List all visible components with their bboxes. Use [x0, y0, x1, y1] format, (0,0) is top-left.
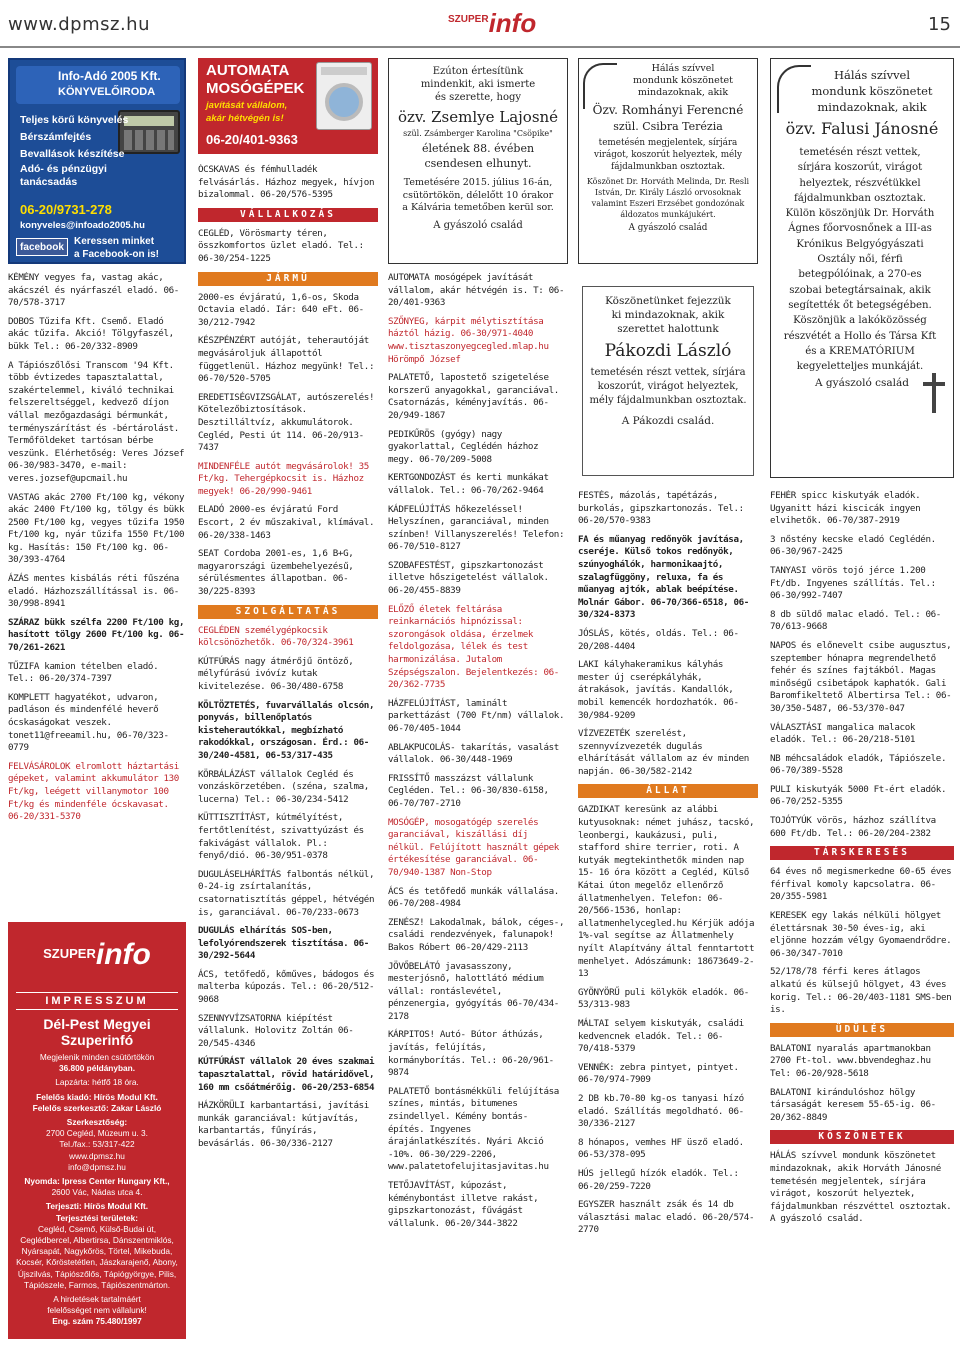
listing: 8 hónapos, vemhes HF üsző eladó. 06-53/378-095 [578, 1136, 744, 1161]
obituary-pakozdi: Köszönetünket fejezzük ki mindazoknak, akik szerettet halottunk Pákozdi László temetésén részt vettek, sírjára koszorút, virágot helyeztek, mély fájdalmunkban osztoztak. A Pákozdi család. [578, 272, 758, 480]
listing: EGYSZER használt zsák és 14 db választási malac eladó. 06-20/574-2770 [578, 1199, 755, 1236]
listing: KÚTFÚRÁST vállalok 20 éves szakmai tapasztalattal, rövid határidővel, 160 mm csőátmérőig. 06-20/253-6854 [198, 1056, 375, 1093]
section-header-szolgaltatas: SZOLGÁLTATÁS [198, 605, 378, 619]
service-item: Bérszámfejtés [20, 131, 92, 143]
listing: HÁLÁS szívvel mondunk köszönetet mindazoknak, akik Horváth Jánosné temetésén megjelentek, sírjára virágot, koszorút helyeztek, fájdalmunkban részvéttel osztoztak. A gyászoló család. [770, 1150, 952, 1225]
listing: KÖRBÁLÁZÁST vállalok Cegléd és vonzáskörzetében. (széna, szalma, lucerna) Tel.: 06-30/234-5412 [198, 768, 369, 805]
listing: PALATETŐ bontásmékküli felújítása színes, mintás, bitumenes zsindellyel. Kémény bontás- építés. Ingyenes árajánlatkészítés. Nyári Akció -10%. 06-30/229-2206, www.palatetofelujitasjavitas.hu [388, 1085, 559, 1173]
impresszum-name2: Szuperinfó [60, 1032, 134, 1048]
listing: KÁDFELÚJÍTÁS hőkezeléssel! Helyszínen, garanciával, minden színben! Villanyszerelés! Telefon: 06-70/510-8127 [388, 503, 565, 553]
classifieds-col2 [198, 164, 378, 1340]
page-number: 15 [928, 14, 951, 35]
listing: KERTGONDOZÁST és kerti munkákat vállalok. Tel.: 06-70/262-9464 [388, 472, 549, 496]
listing: ELADÓ 2000-es évjáratú Ford Escort, 2 év műszakival, klímával. 06-20/338-1463 [198, 504, 375, 541]
impresszum-details: Megjelenik minden csütörtökön 36.800 példányban. Lapzárta: hétfő 18 óra. Felelős kiadó: Hírös Modul Kft. Felelős szerkesztő: Zakar László Szerkesztőség: 2700 Cegléd, Múzeum u. 3. Tel./fax.: 53/317-422 www.dpmsz.hu info@dpmsz.hu Nyomda: Ipress Center Hungary Kft., 2600 Vác, Nádas utca 4. Terjeszti: Hírös Modul Kft. Terjesztési területek: Cegléd, Csemő, Külső-Budai út, Ceglédbercel, Albertirsa, Dánszentmiklós, Nyársapát, Nagykőrös, Törtel, Mikebuda, Kocsér, Kőröstetétlen, Jászkarajenő, Abony, Újszilvás, Tápiószőlős, Tápiógyörgye, Pilis, Tápiószele, Farmos, Tápiószentmárton. A hirdetések tartalmáért felelősséget nem vállalunk! Eng. szám 75.480/1997 [16, 1052, 178, 1327]
listing: ÁCS és tetőfedő munkák vállalása. 06-70/208-4984 [388, 885, 559, 910]
ad-infoado-fb2: a Facebook-on is! [74, 249, 160, 260]
section-header-koszonetek: KÖSZÖNETEK [770, 1130, 954, 1144]
ad-infoado[interactable] [8, 58, 186, 264]
obituary-falusi: Hálás szívvel mondunk köszönetet mindazoknak, akik özv. Falusi Jánosné temetésén részt vettek, sírjára koszorút, virágot helyeztek, részvétükkel fájdalmunkban osztoztak. Külön köszönjük Dr. Horváth Ágnes főorvosnőnek a III-as Krónikus Belgyógyászati Osztály női, férfi betegpólóinak, a 270-es szobai betegtársainak, akik segítették őt betegségében. Köszönjük a lakóközösség részvétét a Hollo és Társa Kft és a KREMATÓRIUM kegyeletteljes munkáját. A gyászoló család [770, 58, 954, 478]
ad-infoado-services [20, 112, 130, 189]
section-header-udules: ÜDÜLÉS [770, 1023, 954, 1037]
listing: 64 éves nő megismerkedne 60-65 éves férfival komoly kapcsolatra. 06-20/355-5981 [770, 866, 952, 903]
ad-automata-sub2: akár hétvégén is! [206, 113, 284, 124]
obituary-name: Pákozdi László [604, 341, 732, 361]
listing: CEGLÉDEN személygépkocsik kölcsönözhetők. 06-70/324-3961 [198, 624, 354, 649]
service-item: Adó- és pénzügyi tanácsadás [20, 163, 107, 188]
listing: GYÖNYÖRŰ puli kölykök eladók. 06-53/313-983 [578, 986, 749, 1011]
ad-infoado-phone[interactable]: 06-20/9731-278 [20, 202, 112, 217]
listing: KOMPLETT hagyatékot, udvaron, padláson és mindenfélé heverő ócskaságokat veszek. tonet11@freeamil.hu, 06-70/323-0779 [8, 691, 169, 754]
ad-infoado-email[interactable]: konyveles@infoado2005.hu [20, 220, 145, 231]
crucifix-icon [923, 373, 945, 413]
section-header-allat: ÁLLAT [578, 784, 758, 798]
site-url[interactable]: www.dpmsz.hu [8, 14, 150, 35]
listing: FA és műanyag redőnyök javítása, cseréje. Külső tokos redőnyök, szúnyoghálók, harmonikaajtó, szalagfüggöny, reluxa, fa és műanyag ajtók, ablak beépítése. Molnár Gábor. 06-70/366-6518, 06-30/324-8373 [578, 533, 749, 621]
classifieds-col1 [8, 272, 186, 912]
listing: SZŐNYEG, kárpit mélytisztítása háztól házig. 06-30/971-4040 www.tisztaszonyegcegled.mlap.hu Hörömpő József [388, 315, 549, 365]
flower-icon [777, 65, 811, 113]
listing: 8 db süldő malac eladó. Tel.: 06-70/613-9668 [770, 608, 941, 633]
header-rule [0, 46, 960, 48]
classifieds-col5 [770, 490, 954, 1340]
flower-icon [583, 63, 617, 109]
obituary-name: özv. Falusi Jánosné [785, 119, 939, 138]
listing: KÁRPITOS! Autó- Bútor áthúzás, javítás, felújítás, kormányborítás. Tel.: 06-20/961-9874 [388, 1029, 554, 1079]
listing: ABLAKPUCOLÁS- takarítás, vasalást vállalok. 06-30/448-1969 [388, 741, 559, 766]
listing: SEAT Cordoba 2001-es, 1,6 B+G, magyarországi üzembehelyezésű, sérülésmentes állapotban. 06-30/225-8393 [198, 548, 354, 598]
classifieds-col4 [578, 490, 758, 1340]
listing: GAZDIKAT keresünk az alábbi kutyusoknak: német juhász, tacskó, leonbergi, kaukázusi, puli, stafford shire terrier, roti. A kutyák megtekinthetők minden nap 15- 16 óra között a Cegléd, Külső Kátai úton megelőz ellenőrző állatmenhelyen. Telefon: 06-20/566-1536, honlap: allatmenhelycegled.hu Kérjük adója 1%-val segítse az Állatmenhely nyílt Alapítvány által fenntartott menhelyet. Adószámunk: 18673649-2-13 [578, 804, 755, 980]
listing: A Tápiószőlősi Transcom '94 Kft. több évtizedes tapasztalattal, szakértelemmel, kiváló technikai felszereltséggel, kedvező díjon vállal mezőgazdasági bérmunkát, terményszárítást és -bértárolást. Termőföldeket tartósan bérbe veszünk. Elérhetőség: Veres József 06-30/983-3470, e-mail: veres.jozsef@upcmail.hu [8, 359, 185, 484]
listing: BALATONI kirándulóshoz hölgy társaságát keresem 55-65-ig. 06-20/362-8849 [770, 1086, 936, 1123]
listing: PEDIKŰRÖS (gyógy) nagy gyakorlattal, Ceglédén házhoz megy. 06-70/209-5008 [388, 428, 539, 465]
listing: KERESEK egy lakás nélküli hölgyet élettársnak 30-50 éves-ig, aki eljönne hozzám vélgy Gyomaendrődre. 06-30/347-7010 [770, 910, 952, 959]
listing: VENNÉK: zebra pintyet, pintyet. 06-70/974-7909 [578, 1061, 739, 1086]
listing: TŰZIFA kamion tételben eladó. Tel.: 06-20/374-7397 [8, 660, 159, 685]
listing: NB méhcsaládok eladók, Tápiószele. 06-70/389-5528 [770, 752, 947, 777]
listing: KÖLTÖZTETÉS, fuvarvállalás olcsón, ponyvás, billenőplatós kisteherautókkal, megbízható rakodókkal, országosan. Érd.: 06-30/240-4581, 06-53/317-435 [198, 699, 375, 761]
listing: HÁZKÖRÜLI karbantartási, javítási munkák garanciával: kútjavítás, karbantartás, fűnyírás, bevásárlás. 06-30/336-2127 [198, 1100, 369, 1149]
listing: VÁLASZTÁSI mangalica malacok eladók. Tel.: 06-20/218-5101 [770, 721, 916, 746]
listing: 52/178/78 férfi keres átlagos alkatú és külsejű hölgyet, 43 éves korig. Tel.: 06-20/403-1181 SMS-ben is. [770, 966, 952, 1016]
listing: KÚTFÚRÁS nagy átmérőjű öntöző, mélyfúrású ivóvíz kutak kivitelezése. 06-30/480-6758 [198, 655, 354, 692]
brand-logo [448, 8, 536, 38]
impresszum-title: IMPRESSZUM [16, 992, 178, 1010]
listing: PALATETŐ, lapostető szigetelése korszerű anyagokkal, garanciával. Csatornázás, kéményjavítás. 06-20/949-1867 [388, 372, 559, 421]
listing: NAPOS és előnevelt csibe augusztus, szeptember hónapra megrendelhető fehér és színes fajtákból. Magas minőségű csibetápok kaphatók. Gali Baromfikeltető Albertirsa Tel.: 06-30/350-5487, 06-53/370-047 [770, 639, 952, 714]
brand-suffix: info [488, 8, 537, 38]
listing: DOBOS Tűzifa Kft. Csemő. Eladó akác tűzifa. Akció! Tölgyfaszél, bükk Tel.: 06-20/332-8909 [8, 315, 174, 352]
listing: DUGULÁSELHÁRÍTÁS falbontás nélkül, 0-24-ig zsírtalanítás, csatornatisztítás géppel, hétvégén is, garanciával. 06-70/233-0673 [198, 868, 375, 918]
impresszum-box [8, 922, 186, 1339]
page-header [0, 0, 960, 46]
impresszum-email[interactable]: info@dpmsz.hu [68, 1161, 126, 1172]
listing: KÜTTISZTÍTÁST, kútmélyítést, fertőtlenítést, szivattyúzást és fakivágást vállalok. Pl.: fenyő/dió. 06-30/951-0378 [198, 812, 364, 862]
obituary-zsemlye: Ezúton értesítünk mindenkit, aki ismerte és szerette, hogy özv. Zsemlye Lajosné szül. Zsámberger Karolina "Csöpike" életének 88. évében csendesen elhunyt. Temetésére 2015. július 16-án, csütörtökön, délelőtt 10 órakor a Kálvária temetőben kerül sor. A gyászoló család [388, 58, 568, 264]
listing: TETŐJAVÍTÁST, kúpozást, kéménybontást illetve rakást, gipszkartonozást, fűvágást vállalunk. 06-20/344-3822 [388, 1180, 539, 1229]
ad-automata-title1: AUTOMATA [206, 62, 290, 79]
listing: DUGULÁS elhárítás SOS-ben, lefolyórendszerek tisztítása. 06-30/292-5644 [198, 925, 369, 962]
listing: FESTÉS, mázolás, tapétázás, burkolás, gipszkartonozás. Tel.: 06-20/570-9383 [578, 490, 744, 527]
listing: AUTOMATA mosógépek javítását vállalom, akár hétvégén is. T: 06-20/401-9363 [388, 272, 565, 309]
listing: LAKI kályhakeramikus kályhás mester új cserépkályhák, átrakások, javítás. Kandallók, mobil kemencék hordozhatók. 06-30/984-9209 [578, 659, 739, 721]
listing: JÓSLÁS, kötés, oldás. Tel.: 06-20/208-4404 [578, 627, 739, 652]
listing: PULI kiskutyák 5000 Ft-ért eladók. 06-70/252-5355 [770, 783, 947, 808]
listing: ZENÉSZ! Lakodalmak, bálok, céges-, családi rendezvények, falunapok! Bakos Róbert 06-20/429-2113 [388, 916, 565, 953]
ad-infoado-fb1: Keressen minket [74, 236, 155, 247]
listing: 2 DB kb.70-80 kg-os tanyasi hízó eladó. Szállítás megoldható. 06-30/336-2127 [578, 1092, 744, 1130]
ad-automata[interactable] [198, 58, 378, 154]
listing: HÚS jellegű hízók eladók. Tel.: 06-20/259-7220 [578, 1167, 739, 1192]
listing: HÁZFELÚJÍTÁST, laminált parkettázást (700 Ft/nm) vállalok. 06-70/405-1044 [388, 697, 565, 734]
listing: SZENNYVÍZSATORNA kiépítést vállalunk. Holovitz Zoltán 06-20/545-4346 [198, 1012, 354, 1049]
obituary-name: Özv. Romhányi Ferencné [592, 103, 744, 117]
service-item: Teljes körű könyvelés [20, 114, 129, 126]
listing: TANYASI vörös tojó jérce 1.200 Ft/db. Ingyenes szállítás. Tel.: 06-30/992-7407 [770, 564, 936, 602]
washing-machine-icon [316, 62, 372, 130]
listing: ÁZÁS mentes kisbálás réti fűszéna eladó. Házhozszállítással is. 06-30/998-8941 [8, 573, 179, 610]
listing: TOJÓTYÚK vörös, házhoz szállítva 600 Ft/db. Tel.: 06-20/204-2382 [770, 815, 936, 839]
listing: MINDENFÉLE autót megvásárolok! 35 Ft/kg. Tehergépkocsit is. Házhoz megyek! 06-20/990-9461 [198, 460, 369, 497]
section-header-vallalkozas: VÁLLALKOZÁS [198, 208, 378, 222]
impresszum-name1: Dél-Pest Megyei [43, 1016, 151, 1032]
listing: MÁLTAI selyem kiskutyák, családi kedvencnek eladók. Tel.: 06-70/418-5379 [578, 1017, 744, 1055]
ad-automata-sub1: javítását vállalom, [206, 100, 288, 111]
classifieds-col3 [388, 272, 568, 1340]
listing: SZÁRAZ bükk szélfa 2200 Ft/100 kg, hasított tölgy 2600 Ft/100 kg. 06-70/261-2621 [8, 616, 185, 654]
impresszum-logo: $^{SZUPER}$info [43, 938, 151, 971]
brand-prefix: SZUPER [448, 14, 489, 25]
listing: VASTAG akác 2700 Ft/100 kg, vékony akác 2400 Ft/100 kg, tölgy és bükk 2500 Ft/100 kg, vegyes tűzifa 1950 Ft/100 kg, nyár tűzifa 1550 Ft/100 kg. Hasítás: 150 Ft/100 kg. 06-30/393-4764 [8, 491, 185, 566]
listing: JÖVŐBELÁTÓ javasasszony, mesterjósnő, halottlátó médium vállal: rontáslevétel, pénzenergia, gyógyítás 06-70/434-2178 [388, 960, 559, 1022]
obituary-romhanyi: Hálás szívvel mondunk köszönetet mindazoknak, akik Özv. Romhányi Ferencné szül. Csibra Terézia temetésén megjelentek, sírjára virágot, koszorút helyeztek, mély fájdalmunkban osztoztak. Köszönet Dr. Horváth Melinda, Dr. Resli István, Dr. Király László orvosoknak valamint Eszeri Erzsébet gondozónak áldozatos munkájukért. A gyászoló család [578, 58, 758, 264]
listing: FRISSÍTŐ masszázst vállalunk Cegléden. Tel.: 06-30/830-6158, 06-70/707-2710 [388, 772, 549, 809]
listing: VÍZVEZETÉK szerelést, szennyvízvezeték dugulás elhárítását vállalom az év minden napján. 06-30/582-2142 [578, 728, 749, 777]
obituary-name: özv. Zsemlye Lajosné [397, 108, 559, 126]
section-header-jarmu: JÁRMŰ [198, 272, 378, 286]
listing: 3 nőstény kecske eladó Ceglédén. 06-30/967-2425 [770, 533, 936, 558]
listing: MOSÓGÉP, mosogatógép szerelés garanciával, kiszállási díj nélkül. Felújított használt gépek értékesítése garanciával. 06-70/940-1387 Non-Stop [388, 816, 559, 878]
ad-infoado-subtitle: KÖNYVELŐIRODA [58, 86, 156, 98]
listing: ÁCS, tetőfedő, kőműves, bádogos és malterba kúpozás. Tel.: 06-20/512-9068 [198, 968, 375, 1006]
ad-infoado-title: Info-Adó 2005 Kft. [58, 69, 161, 83]
listing: 2000-es évjáratú, 1,6-os, Skoda Octavia eladó. Iár: 640 eFt. 06-30/212-7942 [198, 291, 364, 328]
service-item: Bevallások készítése [20, 148, 125, 160]
listing: EREDETISÉGVIZSGÁLAT, autószerelés! Kötelezőbiztosítások. Desztilláltvíz, akkumulátorok. Cegléd, Pesti út 114. 06-20/913-7437 [198, 391, 375, 454]
listing: CEGLÉD, Vörösmarty téren, összkomfortos üzlet eladó. Tel.: 06-30/254-1225 [198, 227, 364, 264]
ad-automata-phone[interactable]: 06-20/401-9363 [206, 132, 298, 147]
listing: KÉMÉNY vegyes fa, vastag akác, akácszél és nyárfaszél eladó. 06-70/578-3717 [8, 272, 179, 309]
listing: BALATONI nyaralás apartmanokban 2700 Ft-tol. www.bbvendeghaz.hu Tel: 06-20/928-5618 [770, 1042, 931, 1079]
listing: ÓCSKAVAS és fémhulladék felvásárlás. Házhoz megyek, hívjon bizalommal. 06-20/576-5395 [198, 164, 375, 201]
listing: KÉSZPÉNZÉRT autóját, teherautóját megvásároljuk állapottól függetlenül. Házhoz megyünk! Tel.: 06-70/520-5705 [198, 335, 375, 385]
facebook-icon[interactable]: facebook [16, 238, 68, 256]
impresszum-web[interactable]: www.dpmsz.hu [69, 1150, 125, 1161]
listing: FELVÁSÁROLOK elromlott háztartási gépeket, valamint akkumulátor 130 Ft/kg, leégett villanymotor 100 Ft/kg és mindenféle ócskavasat. 06-20/331-5370 [8, 760, 179, 823]
listing: SZOBAFESTÉST, gipszkartonozást illetve hőszigetelést vállalok. 06-20/455-8839 [388, 559, 549, 597]
listing: ELŐZŐ életek feltárása reinkarnációs hipnózissal: szorongások oldása, érzelmek feldolgozása, lélek és test harmonizálása. Jutalom Szépségszalon. Bejelentkezés: 06-20/362-7735 [388, 603, 559, 691]
ad-automata-title2: MOSÓGÉPEK [206, 80, 305, 97]
listing: FEHÉR spicc kiskutyák eladók. Ugyanitt házi kiscicák ingyen elvihetők. 06-70/387-2919 [770, 490, 921, 527]
section-header-tarskereses: TÁRSKERESÉS [770, 846, 954, 860]
